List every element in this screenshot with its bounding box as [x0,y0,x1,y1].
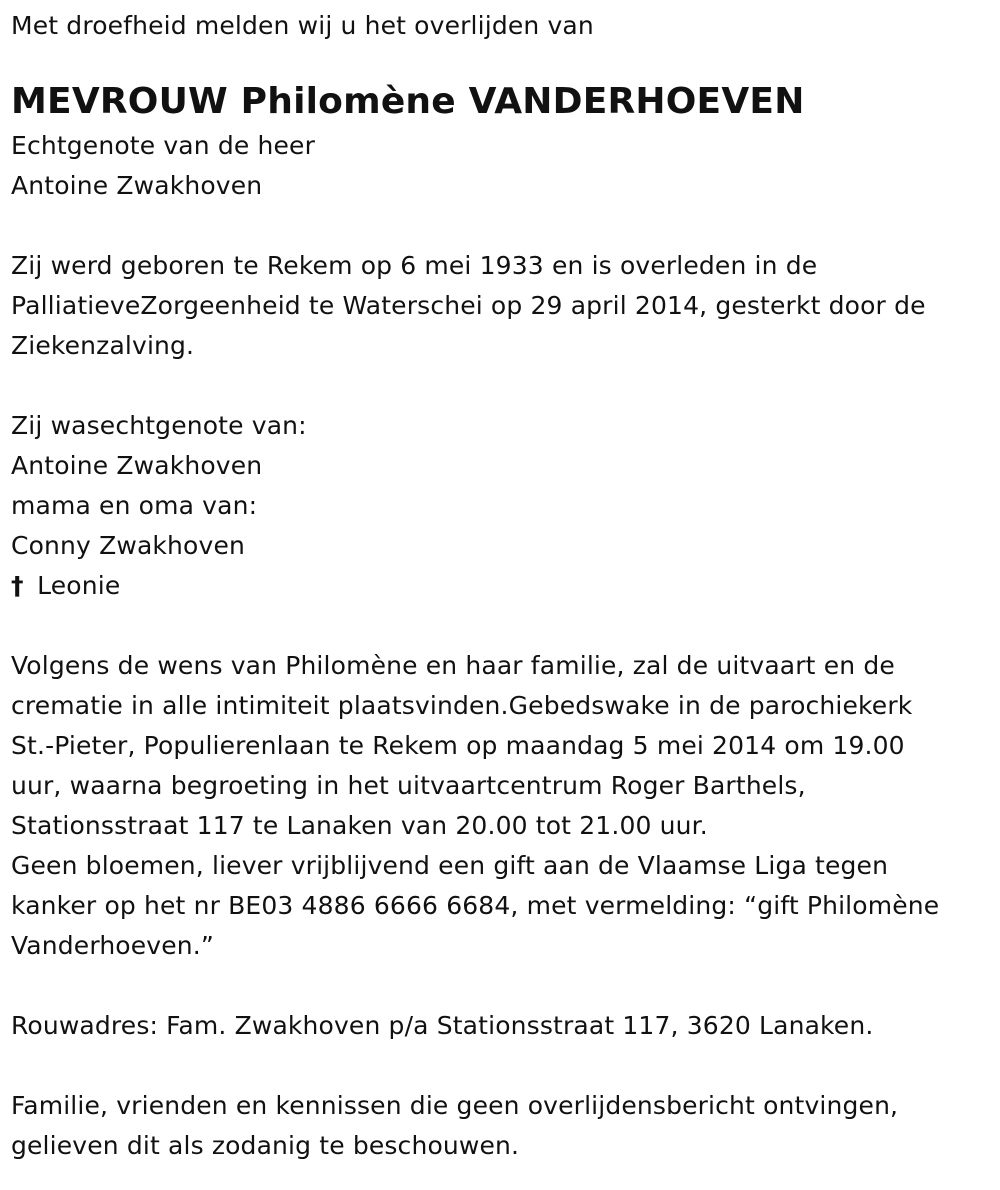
spouse-line-2: Antoine Zwakhoven [11,171,263,200]
family-line-5 [11,566,991,606]
spacer [11,966,991,1006]
mourning-address: Rouwadres: Fam. Zwakhoven p/a Stationsstraat 117, 3620 Lanaken. [11,1011,874,1040]
ceremony-line-7: kanker op het nr BE03 4886 6666 6684, met vermelding: “gift Philomène [11,891,940,920]
obituary-notice [11,0,991,1166]
intro-text: Met droefheid melden wij u het overlijden van [11,11,594,40]
ceremony-line-2: crematie in alle intimiteit plaatsvinden.Gebedswake in de parochiekerk [11,691,913,720]
spouse-line-1: Echtgenote van de heer [11,131,315,160]
deceased-name: MEVROUW Philomène VANDERHOEVEN [11,81,805,122]
ceremony-line-1: Volgens de wens van Philomène en haar familie, zal de uitvaart en de [11,651,895,680]
cross-icon: † [11,571,24,600]
ceremony-line-8: Vanderhoeven.” [11,931,214,960]
birth-line-1: Zij werd geboren te Rekem op 6 mei 1933 en is overleden in de [11,251,818,280]
birth-line-2: PalliatieveZorgeenheid te Waterschei op 29 april 2014, gesterkt door de [11,291,926,320]
family-member-name: Leonie [37,571,121,600]
spacer [11,1046,991,1086]
spacer [11,206,991,246]
ceremony-line-3: St.-Pieter, Populierenlaan te Rekem op maandag 5 mei 2014 om 19.00 [11,731,905,760]
spacer [11,366,991,406]
closing-line-1: Familie, vrienden en kennissen die geen overlijdensbericht ontvingen, [11,1091,899,1120]
birth-line-3: Ziekenzalving. [11,331,195,360]
closing-line-2: gelieven dit als zodanig te beschouwen. [11,1131,520,1160]
family-line-4: Conny Zwakhoven [11,531,245,560]
family-line-1: Zij wasechtgenote van: [11,411,307,440]
family-line-2: Antoine Zwakhoven [11,451,263,480]
ceremony-line-4: uur, waarna begroeting in het uitvaartcentrum Roger Barthels, [11,771,806,800]
ceremony-line-6: Geen bloemen, liever vrijblijvend een gift aan de Vlaamse Liga tegen [11,851,889,880]
ceremony-line-5: Stationsstraat 117 te Lanaken van 20.00 tot 21.00 uur. [11,811,708,840]
spacer [11,606,991,646]
family-line-3: mama en oma van: [11,491,258,520]
